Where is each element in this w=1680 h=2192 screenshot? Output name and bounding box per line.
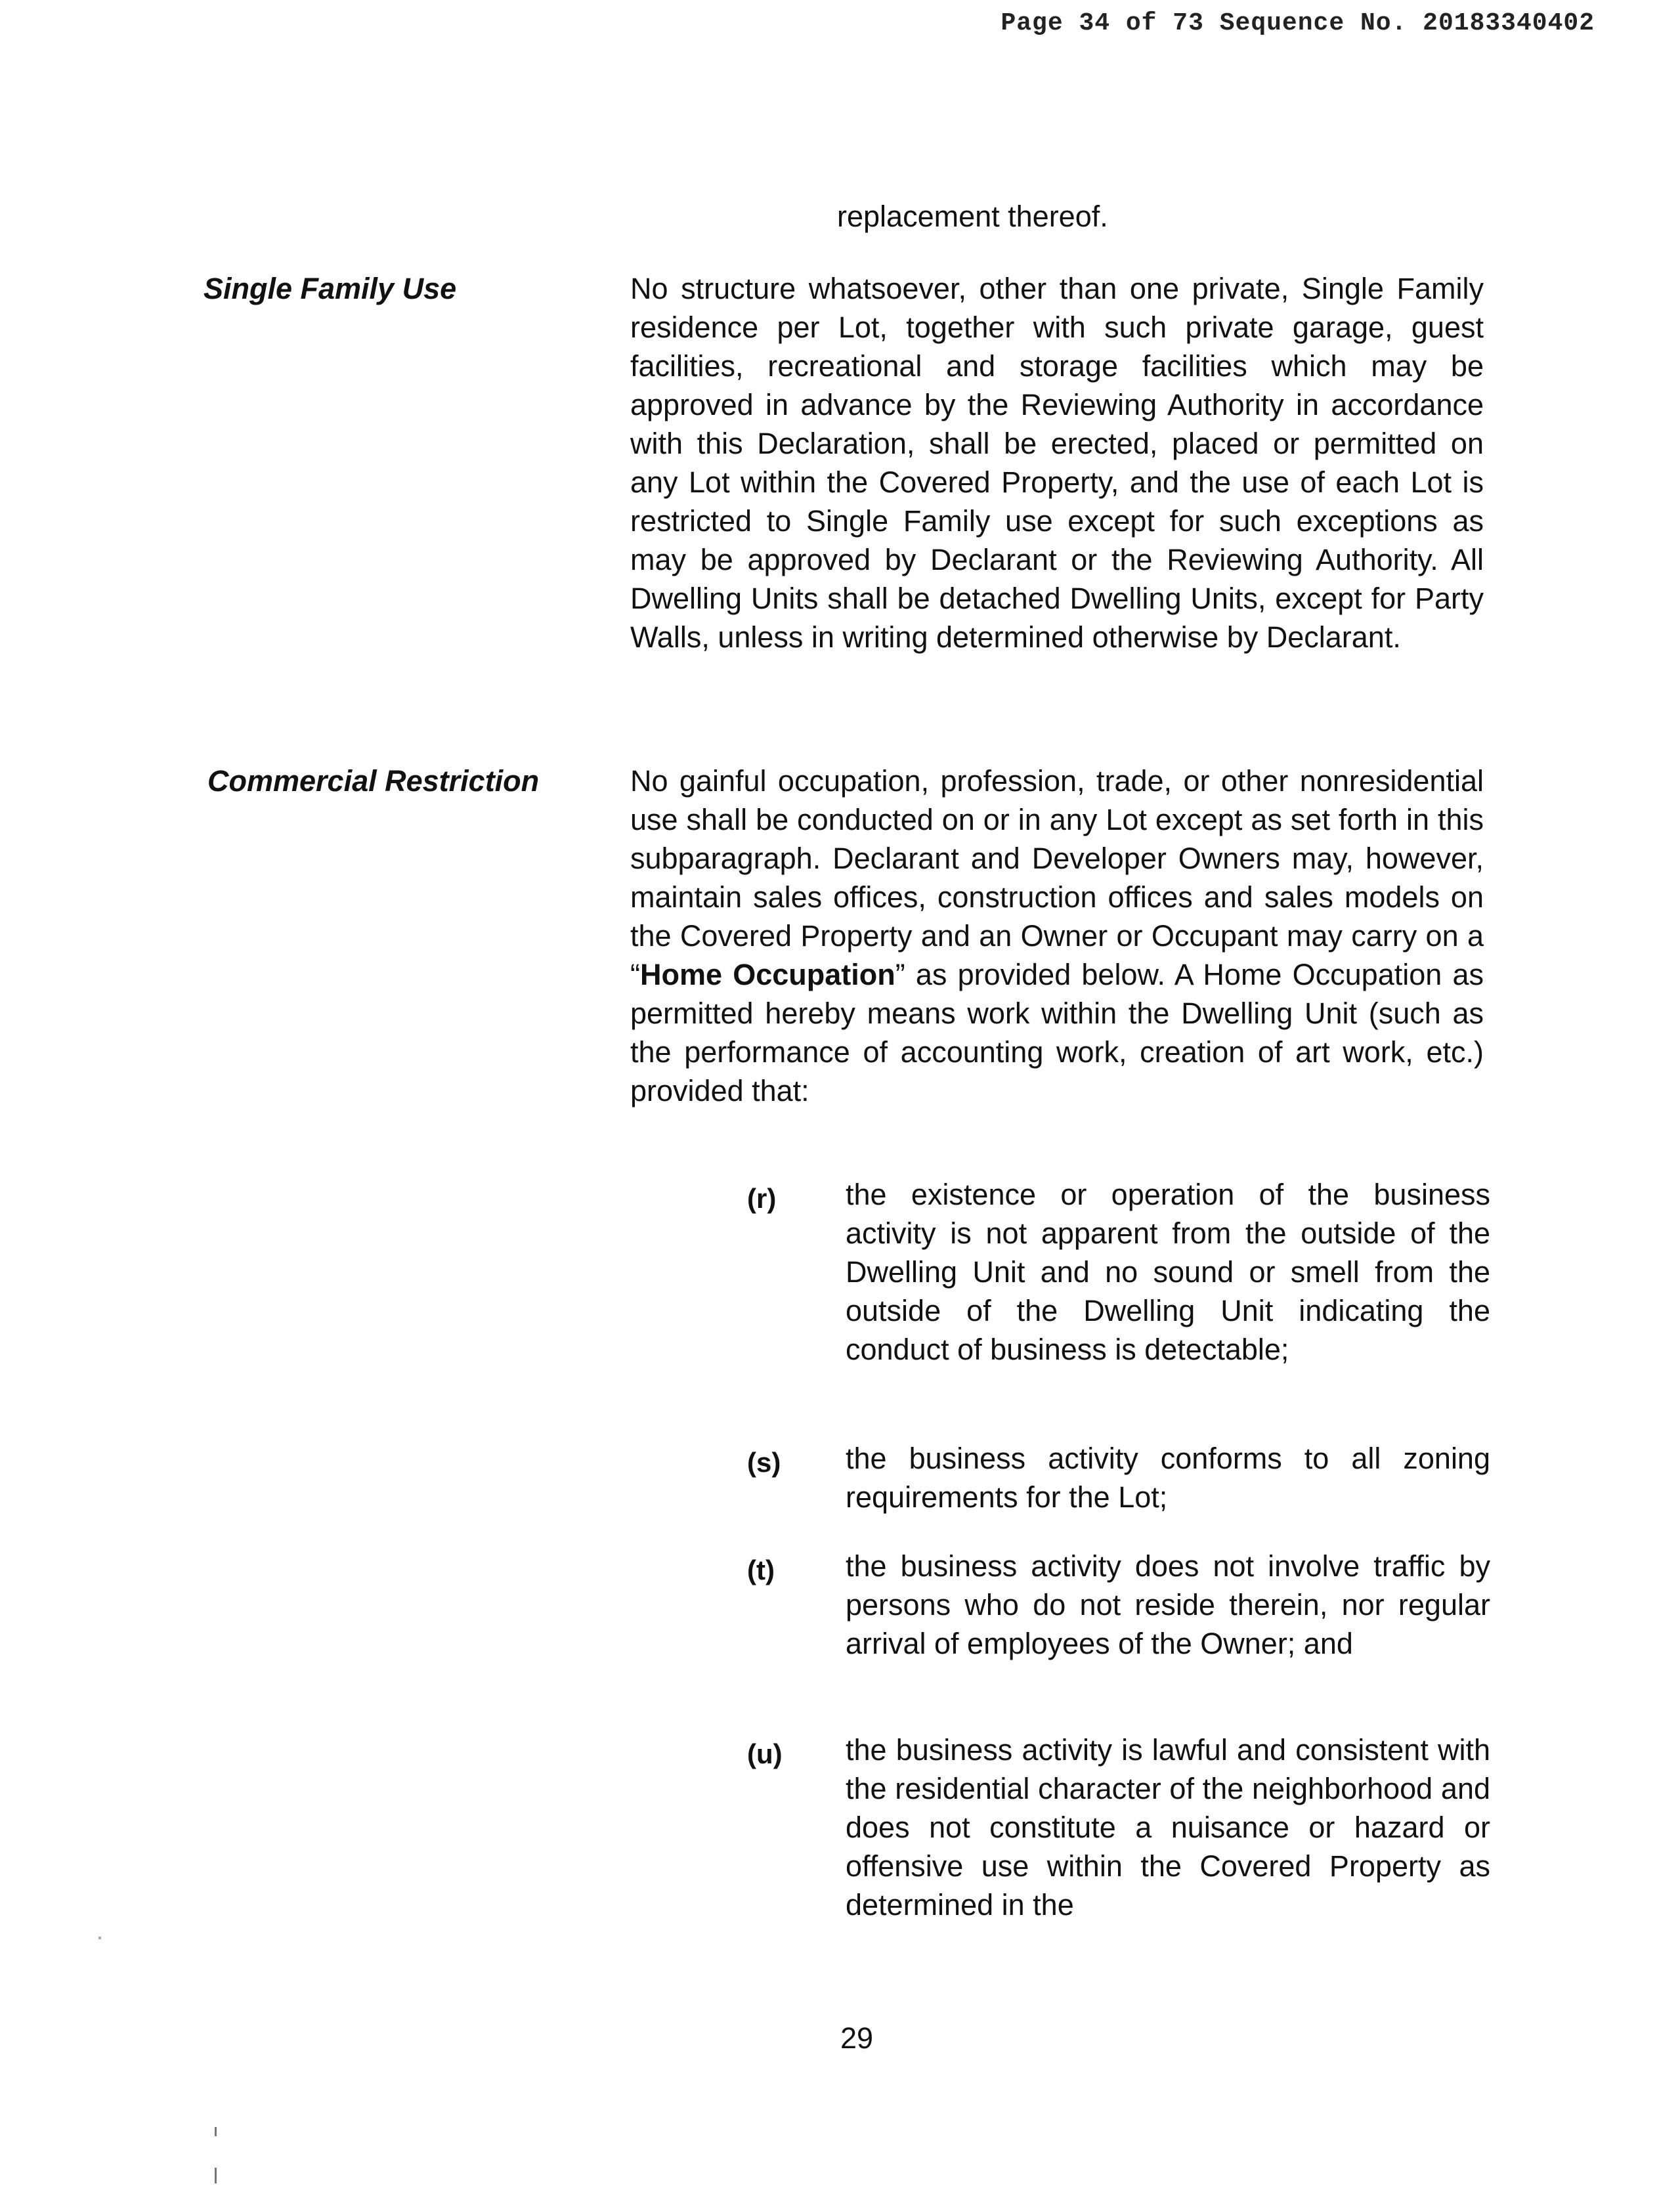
page-header: Page 34 of 73 Sequence No. 20183340402 [1001,9,1595,37]
item-text: the existence or operation of the business activity is not apparent from the outside of the Dwelling Unit and no sound or smell from the outside of the Dwelling Unit indicating the conduct of business is detectable; [846,1178,1490,1366]
section-title: Commercial Restriction [207,764,540,798]
item-label: (u) [747,1738,783,1769]
section-body [630,762,1484,1110]
item-text: the business activity does not involve traffic by persons who do not reside therein, nor regular arrival of employees of the Owner; and [846,1549,1490,1660]
section-title: Single Family Use [204,272,457,305]
body-text: No gainful occupation, profession, trade, or other nonresidential use shall be conducted on or in any Lot except as set forth in this subparagraph. Declarant and Developer Owners may, however, maintain sales offices, construction offices and sales models on the Covered Property and an Owner or Occupant may carry on a “ [630,764,1484,991]
body-text: ” as provided below. A Home Occupation as permitted hereby means work within the Dwelling Unit (such as the performance of accounting work, creation of art work, etc.) provided that: [630,958,1484,1107]
item-label: (s) [747,1447,781,1478]
scan-speck [215,2127,217,2136]
item-label: (r) [747,1183,777,1214]
continued-text: replacement thereof. [837,200,1108,233]
scan-speck [215,2168,217,2183]
section-body: No structure whatsoever, other than one private, Single Family residence per Lot, together with such private garage, guest facilities, recreational and storage facilities which may be approved in advance by the Reviewing Authority in accordance with this Declaration, shall be erected, placed or permitted on any Lot within the Covered Property, and the use of each Lot is restricted to Single Family use except for such exceptions as may be approved by Declarant or the Reviewing Authority. All Dwelling Units shall be detached Dwelling Units, except for Party Walls, unless in writing determined otherwise by Declarant. [630,272,1484,654]
defined-term: Home Occupation [640,958,895,991]
item-label: (t) [747,1555,775,1585]
page-number: 29 [840,2021,874,2055]
item-text: the business activity conforms to all zoning requirements for the Lot; [846,1442,1490,1514]
scan-speck [98,1937,101,1939]
item-text: the business activity is lawful and consistent with the residential character of the neighborhood and does not constitute a nuisance or hazard or offensive use within the Covered Property as determined in the [846,1733,1490,1922]
